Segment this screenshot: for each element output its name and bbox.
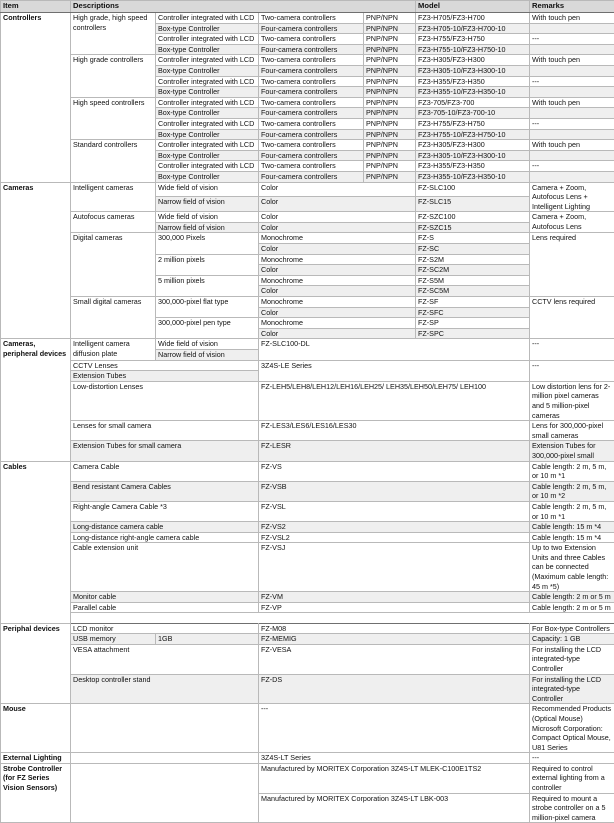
table-cell: Color [259, 328, 416, 339]
table-cell: PNP/NPN [364, 97, 416, 108]
table-row [1, 613, 614, 623]
table-cell [530, 65, 614, 76]
table-cell: Controller integrated with LCD [156, 161, 259, 172]
table-cell: Right-angle Camera Cable *3 [71, 501, 259, 521]
table-cell: CCTV lens required [530, 297, 614, 339]
table-cell: Cable length: 2 m or 5 m [530, 602, 614, 613]
table-body [1, 13, 614, 823]
table-cell: Camera + Zoom, Autofocus Lens + Intelligent Lighting [530, 182, 614, 212]
table-cell [530, 108, 614, 119]
table-row [1, 182, 614, 197]
table-cell: Color [259, 244, 416, 255]
table-cell: PNP/NPN [364, 140, 416, 151]
table-cell: Cable length: 15 m *4 [530, 522, 614, 533]
table-cell [530, 129, 614, 140]
table-cell: Box-type Controller [156, 150, 259, 161]
table-cell: FZ3-H305-10/FZ3-H300-10 [416, 65, 530, 76]
table-cell: Four-camera controllers [259, 23, 364, 34]
table-cell: Required to mount a strobe controller on a 5 million-pixel camera [530, 793, 614, 823]
table-cell: FZ3-H305/FZ3-H300 [416, 140, 530, 151]
table-cell: FZ-VS [259, 461, 530, 481]
table-cell: PNP/NPN [364, 108, 416, 119]
table-cell: For installing the LCD integrated-type Controller [530, 644, 614, 674]
table-cell: --- [530, 34, 614, 45]
table-cell: Extension Tubes for small camera [71, 441, 259, 461]
table-cell: --- [530, 118, 614, 129]
table-cell: Narrow field of vision [156, 222, 259, 233]
table-cell: Controller integrated with LCD [156, 140, 259, 151]
table-cell: FZ3-H355-10/FZ3-H350-10 [416, 87, 530, 98]
table-cell: Controller integrated with LCD [156, 55, 259, 66]
table-cell: Two-camera controllers [259, 34, 364, 45]
table-cell: FZ-SC2M [416, 265, 530, 276]
table-cell: For installing the LCD integrated-type Controller [530, 674, 614, 704]
table-cell: FZ-LESR [259, 441, 530, 461]
table-cell [530, 87, 614, 98]
table-row [1, 297, 614, 308]
table-cell: FZ-S [416, 233, 530, 244]
table-cell: 300,000-pixel flat type [156, 297, 259, 318]
table-cell: Box-type Controller [156, 44, 259, 55]
table-cell [530, 44, 614, 55]
table-cell: FZ-SZC15 [416, 222, 530, 233]
table-cell: Controller integrated with LCD [156, 118, 259, 129]
table-cell: Box-type Controller [156, 87, 259, 98]
table-cell: FZ-SC [416, 244, 530, 255]
table-row [1, 381, 614, 401]
table-cell: CCTV Lenses [71, 360, 259, 371]
table-row [1, 763, 614, 778]
table-row [1, 55, 614, 66]
table-cell: FZ3-H355/FZ3-H350 [416, 76, 530, 87]
table-cell: Camera + Zoom, Autofocus Lens [530, 212, 614, 233]
table-cell: Wide field of vision [156, 212, 259, 223]
table-cell: Digital cameras [71, 233, 156, 297]
table-cell: PNP/NPN [364, 23, 416, 34]
table-cell: FZ3-H355/FZ3-H350 [416, 161, 530, 172]
table-cell: Box-type Controller [156, 171, 259, 182]
table-cell: 3Z4S-LE Series [259, 360, 530, 381]
table-cell: FZ3-H305/FZ3-H300 [416, 55, 530, 66]
table-cell: Two-camera controllers [259, 76, 364, 87]
table-cell: FZ-SLC15 [416, 197, 530, 212]
table-cell [71, 763, 259, 823]
table-cell: FZ3-H705-10/FZ3-H700-10 [416, 23, 530, 34]
header-item: Item [1, 1, 71, 13]
table-cell: Extension Tubes for 300,000-pixel small [530, 441, 614, 461]
table-cell: 3Z4S-LT Series [259, 753, 530, 764]
table-cell: PNP/NPN [364, 161, 416, 172]
table-cell: Four-camera controllers [259, 65, 364, 76]
table-cell: Monochrome [259, 297, 416, 308]
table-cell [530, 150, 614, 161]
table-cell: Two-camera controllers [259, 140, 364, 151]
category-cell: Cables [1, 461, 71, 623]
table-cell: With touch pen [530, 13, 614, 24]
table-cell: --- [530, 339, 614, 360]
table-cell: --- [530, 360, 614, 381]
table-cell: Cable length: 2 m, 5 m, or 10 m *2 [530, 481, 614, 501]
table-cell: Two-camera controllers [259, 118, 364, 129]
table-cell: Autofocus cameras [71, 212, 156, 233]
table-cell: Controller integrated with LCD [156, 13, 259, 24]
table-cell: Color [259, 212, 416, 223]
header-row [1, 1, 614, 13]
table-cell: PNP/NPN [364, 65, 416, 76]
table-cell: FZ-VSL2 [259, 532, 530, 543]
table-cell: LCD monitor [71, 623, 259, 634]
table-cell: 5 million pixels [156, 275, 259, 296]
table-cell: Narrow field of vision [156, 197, 259, 212]
table-cell: Narrow field of vision [156, 350, 259, 361]
table-cell: With touch pen [530, 55, 614, 66]
table-cell: PNP/NPN [364, 55, 416, 66]
table-cell: Desktop controller stand [71, 674, 259, 704]
table-cell: Monochrome [259, 318, 416, 329]
table-cell: PNP/NPN [364, 76, 416, 87]
table-cell: FZ-SF [416, 297, 530, 308]
table-cell: FZ3-H755/FZ3-H750 [416, 34, 530, 45]
table-cell: --- [259, 704, 530, 753]
table-cell: Capacity: 1 GB [530, 634, 614, 645]
table-cell: Color [259, 222, 416, 233]
table-cell: FZ-VSB [259, 481, 530, 501]
table-cell: Low-distortion Lenses [71, 381, 259, 420]
table-cell: Intelligent cameras [71, 182, 156, 212]
category-cell: Mouse [1, 704, 71, 753]
table-cell: Monochrome [259, 275, 416, 286]
table-cell: Cable extension unit [71, 543, 259, 592]
table-cell: Manufactured by MORITEX Corporation 3Z4S-LT MLEK-C100E1TS2 [259, 763, 530, 793]
table-cell: Cable length: 15 m *4 [530, 532, 614, 543]
table-cell: PNP/NPN [364, 13, 416, 24]
table-cell: FZ-VSL [259, 501, 530, 521]
table-cell: PNP/NPN [364, 171, 416, 182]
header-remarks: Remarks [530, 1, 614, 13]
table-cell: Two-camera controllers [259, 55, 364, 66]
table-cell: Controller integrated with LCD [156, 34, 259, 45]
table-cell [71, 704, 259, 753]
table-cell: Intelligent camera diffusion plate [71, 339, 156, 360]
table-cell: Four-camera controllers [259, 129, 364, 140]
table-cell: Color [259, 197, 416, 212]
table-cell: PNP/NPN [364, 34, 416, 45]
table-cell: FZ-SLC100 [416, 182, 530, 197]
table-row [1, 233, 614, 244]
table-cell: 300,000-pixel pen type [156, 318, 259, 339]
category-cell: Cameras [1, 182, 71, 339]
table-cell: For Box-type Controllers [530, 623, 614, 634]
table-cell: FZ-MEMIG [259, 634, 530, 645]
table-cell: FZ-DS [259, 674, 530, 704]
table-row [1, 339, 614, 350]
table-row [1, 461, 614, 481]
table-cell: FZ-SP [416, 318, 530, 329]
table-cell: FZ-VSJ [259, 543, 530, 592]
table-cell: Four-camera controllers [259, 150, 364, 161]
table-row [1, 212, 614, 223]
table-cell: High grade, high speed controllers [71, 13, 156, 55]
table-cell: FZ3-H755/FZ3-H750 [416, 118, 530, 129]
table-cell: Lens for 300,000-pixel small cameras [530, 421, 614, 441]
table-cell: Four-camera controllers [259, 44, 364, 55]
table-cell: Wide field of vision [156, 339, 259, 350]
table-cell: Color [259, 265, 416, 276]
table-row [1, 13, 614, 24]
table-cell: PNP/NPN [364, 150, 416, 161]
table-cell: High grade controllers [71, 55, 156, 97]
table-cell: PNP/NPN [364, 129, 416, 140]
table-cell: Box-type Controller [156, 108, 259, 119]
table-cell: Required to control external lighting from a controller [530, 763, 614, 793]
table-cell: FZ-VS2 [259, 522, 530, 533]
table-cell [530, 171, 614, 182]
table-cell: Recommended Products (Optical Mouse) Microsoft Corporation: Compact Optical Mouse, U81 Series [530, 704, 614, 753]
table-cell: Two-camera controllers [259, 13, 364, 24]
table-cell: Long-distance right-angle camera cable [71, 532, 259, 543]
table-cell: FZ-SLC100-DL [259, 339, 530, 360]
table-cell: --- [530, 161, 614, 172]
category-cell: Cameras, peripheral devices [1, 339, 71, 461]
table-cell: Color [259, 286, 416, 297]
table-cell: FZ-SC5M [416, 286, 530, 297]
table-row [1, 704, 614, 720]
table-cell: Bend resistant Camera Cables [71, 481, 259, 501]
table-cell [530, 23, 614, 34]
table-cell: FZ-LEH5/LEH8/LEH12/LEH16/LEH25/ LEH35/LEH50/LEH75/ LEH100 [259, 381, 530, 420]
table-cell: Extension Tubes [71, 371, 259, 382]
table-cell: With touch pen [530, 97, 614, 108]
table-cell: Color [259, 307, 416, 318]
table-cell: FZ-SPC [416, 328, 530, 339]
table-cell: FZ3-H305-10/FZ3-H300-10 [416, 150, 530, 161]
table-cell: Wide field of vision [156, 182, 259, 197]
table-cell: FZ3-H705/FZ3-H700 [416, 13, 530, 24]
table-cell: USB memory [71, 634, 156, 645]
table-cell: Standard controllers [71, 140, 156, 182]
table-cell: Camera Cable [71, 461, 259, 481]
table-cell: 300,000 Pixels [156, 233, 259, 254]
table-cell: Cable length: 2 m, 5 m, or 10 m *1 [530, 461, 614, 481]
table-cell: Low distortion lens for 2-million pixel cameras and 5 million-pixel cameras [530, 381, 614, 420]
category-cell: Controllers [1, 13, 71, 183]
table-cell: FZ3-705-10/FZ3-700-10 [416, 108, 530, 119]
table-cell: Monitor cable [71, 592, 259, 603]
category-cell: Periphal devices [1, 623, 71, 704]
table-row [1, 522, 614, 533]
table-cell: FZ-VP [259, 602, 530, 613]
table-cell: 1GB [156, 634, 259, 645]
table-cell: Up to two Extension Units and three Cables can be connected (Maximum cable length: 45 m *5) [530, 543, 614, 592]
table-cell: VESA attachment [71, 644, 259, 674]
table-cell: FZ-LES3/LES6/LES16/LES30 [259, 421, 530, 441]
table-cell: 2 million pixels [156, 254, 259, 275]
table-cell: High speed controllers [71, 97, 156, 139]
header-descriptions: Descriptions [71, 1, 416, 13]
table-cell: FZ-SZC100 [416, 212, 530, 223]
table-cell: With touch pen [530, 140, 614, 151]
table-cell: --- [530, 76, 614, 87]
table-cell: PNP/NPN [364, 87, 416, 98]
table-cell: Cable length: 2 m or 5 m [530, 592, 614, 603]
table-row [1, 501, 614, 521]
table-row [1, 602, 614, 613]
table-cell: Four-camera controllers [259, 108, 364, 119]
table-cell: FZ3-H755-10/FZ3-H750-10 [416, 44, 530, 55]
table-row [1, 674, 614, 704]
table-row [1, 644, 614, 674]
table-row [1, 623, 614, 634]
table-cell: Lens required [530, 233, 614, 297]
table-cell: --- [530, 753, 614, 764]
table-row [1, 360, 614, 371]
table-cell: Controller integrated with LCD [156, 76, 259, 87]
table-cell: FZ-S2M [416, 254, 530, 265]
table-row [1, 97, 614, 108]
table-row [1, 140, 614, 151]
table-row [1, 634, 614, 645]
table-cell: Lenses for small camera [71, 421, 259, 441]
table-cell: Two-camera controllers [259, 97, 364, 108]
header-model: Model [416, 1, 530, 13]
table-cell: FZ3-705/FZ3-700 [416, 97, 530, 108]
table-cell: Color [259, 182, 416, 197]
table-cell: Manufactured by MORITEX Corporation 3Z4S-LT LBK-003 [259, 793, 530, 823]
table-cell: PNP/NPN [364, 44, 416, 55]
table-row [1, 532, 614, 543]
table-cell: FZ-VM [259, 592, 530, 603]
table-cell: Box-type Controller [156, 65, 259, 76]
category-cell: Strobe Controller (for FZ Series Vision Sensors) [1, 763, 71, 823]
table-row [1, 441, 614, 461]
table-cell: Two-camera controllers [259, 161, 364, 172]
table-row [1, 592, 614, 603]
table-cell: Four-camera controllers [259, 87, 364, 98]
table-cell: Monochrome [259, 254, 416, 265]
table-cell: Long-distance camera cable [71, 522, 259, 533]
table-cell: FZ3-H755-10/FZ3-H750-10 [416, 129, 530, 140]
table-cell: Monochrome [259, 233, 416, 244]
table-cell: FZ-S5M [416, 275, 530, 286]
table-cell: Box-type Controller [156, 129, 259, 140]
table-row [1, 481, 614, 501]
table-cell: Parallel cable [71, 602, 259, 613]
table-cell: Four-camera controllers [259, 171, 364, 182]
table-row [1, 543, 614, 567]
table-row [1, 421, 614, 441]
table-cell: Cable length: 2 m, 5 m, or 10 m *1 [530, 501, 614, 521]
table-cell: FZ3-H355-10/FZ3-H350-10 [416, 171, 530, 182]
table-cell: FZ-SFC [416, 307, 530, 318]
table-cell: Controller integrated with LCD [156, 97, 259, 108]
table-cell: FZ-M08 [259, 623, 530, 634]
table-cell: PNP/NPN [364, 118, 416, 129]
table-cell: FZ-VESA [259, 644, 530, 674]
table-cell: Box-type Controller [156, 23, 259, 34]
table-cell: Small digital cameras [71, 297, 156, 339]
category-cell: External Lighting [1, 753, 71, 764]
